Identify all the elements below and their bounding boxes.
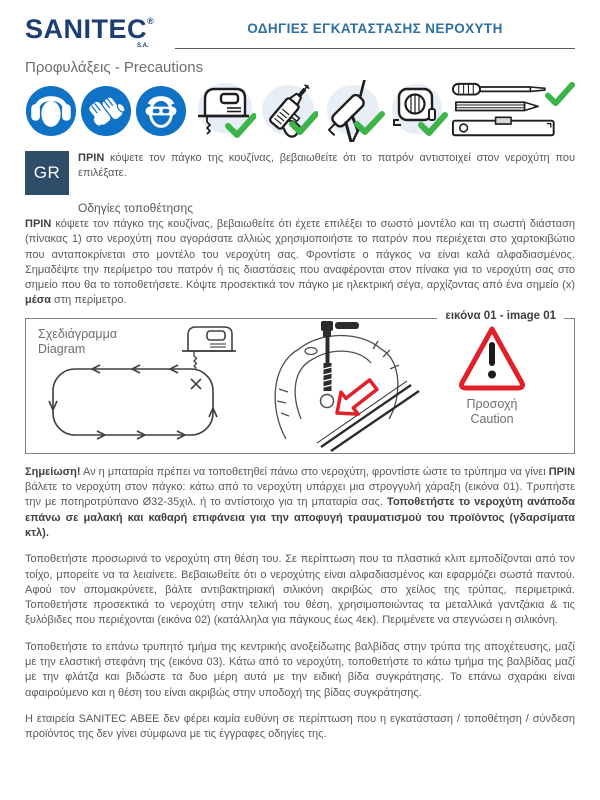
p1-bold-2: μέσα — [25, 294, 51, 307]
paragraph-disclaimer: Η εταιρεία SANITEC ΑΒΕΕ δεν φέρει καμία ευθύνη σε περίπτωση που η εγκατάσταση / τοποθέτηση / σύνδεση προϊόντος της δεν γίνει σύμφωνα με τις έγγραφες οδηγίες της. — [25, 712, 575, 741]
jigsaw-icon — [190, 80, 256, 142]
silicone-gun-icon — [321, 80, 385, 142]
cut-path-diagram — [49, 365, 217, 439]
ear-protection-icon — [25, 85, 77, 137]
paragraph-valve: Τοποθετήστε το επάνω τρυπητό τμήμα της κεντρικής ανοξείδωτης βαλβίδας στην τρύπα της αποχέτευσης, μαζί με την ελαστική στεφάνη της (εικόνα 03). Κάτω από το νεροχύτη, τοποθετήστε το κάτω τμήμα της βαλβίδας μαζί με την φλάτζα και βιδώστε τα δυο μέρη αυτά με την ειδική βίδα συγκράτησης. Το επάνω σχαράκι είναι αφαιρούμενο και η θέση του είναι ακριβώς στην υποδοχή της βίδας συγκράτησης. — [25, 640, 575, 699]
caution-label-en: Caution — [470, 412, 514, 427]
eye-face-protection-icon — [135, 85, 187, 137]
note-bold-3: Τοποθετήστε το νεροχύτη ανάποδα επάνω σε μαλακή και καθαρή επιφάνεια για την αποφυγή τραυματισμού του προϊόντος (γδαρσίματα κτλ). — [25, 496, 575, 539]
diagram-label-gr: Σχεδιάγραμμα — [38, 326, 118, 341]
p1-text: κόψετε τον πάγκο της κουζίνας, βεβαιωθείτε ότι έχετε επιλέξει το σωστό μοντέλο και τη σωστή διάσταση (πίνακας 1) στο νεροχύτη που αγοράσατε αλλιώς χρησιμοποιήστε το πατρόν που περιέχεται στο χαρτοκιβώτιο που ανταποκρίνεται στο μοντέλο του νεροχύτη σας. Φροντίστε ο πάγκος να είναι καλά αλφαδιασμένος. Σημαδέψτε την περίμετρο του πατρόν ή τις διαστάσεις που αναφέρονται στον πίνακα για το νεροχύτη σας στο σημείο που θα το τοποθετήσετε. Κόψτε προσεκτικά τον πάγκο με ηλεκτρική σέγα, αρχίζοντας από ένα σημείο (x) — [25, 218, 575, 292]
electric-drill-icon — [258, 80, 318, 142]
gr-section — [25, 151, 575, 195]
diagram-label — [38, 327, 117, 358]
install-subheading: Οδηγίες τοποθέτησης — [78, 201, 193, 215]
note-bold-1: Σημείωση! — [25, 465, 81, 478]
header — [25, 16, 575, 49]
screwdriver-pencil-spirit-level-icon — [451, 80, 575, 142]
hole-saw-illustration — [275, 321, 419, 451]
caution-label-gr: Προσοχή — [466, 396, 518, 411]
figure-tag: εικόνα 01 - image 01 — [437, 310, 564, 322]
jigsaw-glyph — [182, 327, 236, 369]
note-text-1: Αν η μπαταρία πρέπει να τοποθετηθεί πάνω στο νεροχύτη, φροντίστε ώστε το τρύπημα να γίνει — [80, 465, 549, 478]
note-paragraph — [25, 465, 575, 541]
title-block — [175, 20, 575, 49]
p1-tail: στη περίμετρο. — [50, 294, 127, 307]
p1-bold: ΠΡΙΝ — [25, 218, 52, 230]
paragraph-silicone: Τοποθετήστε προσωρινά το νεροχύτη στη θέση του. Σε περίπτωση που τα πλαστικά κλιπ εμποδίζονται από τον τοίχο, μπορείτε να τα λειαίνετε. Βεβαιωθείτε ότι ο νεροχύτης είναι αλφαδιασμένος και εφαρμόζει σωστά παντού. Αφού τον απομακρύνετε, βάλτε αντιβακτηριακή σιλικόνη ακριβώς στο χείλος της τρύπας, περιμετρικά. Τοποθετήστε προσεκτικά το νεροχύτη στην τελική του θέση, χρησιμοποιώντας τα μεταλλικά γαντζάκια & τις ξυλόβιδες που περιέχονται (εικόνα 02) (κατάλληλα για πάγκους έως 4εκ). Περιμένετε να στεγνώσει η σιλικόνη. — [25, 553, 575, 627]
tape-measure-icon — [388, 80, 448, 142]
precautions-icons-row — [25, 79, 575, 143]
lead-bold: ΠΡΙΝ — [78, 152, 105, 164]
lead-text: κόψετε τον πάγκο της κουζίνας, βεβαιωθείτε ότι το πατρόν αντιστοιχεί στον νεροχύτη που επιλέξατε. — [78, 152, 575, 180]
install-paragraph-1 — [25, 217, 575, 309]
diagram-label-en: Diagram — [38, 342, 86, 357]
registered-mark: ® — [147, 16, 154, 26]
figure-image-01 — [25, 309, 575, 454]
gr-language-badge: GR — [25, 151, 69, 195]
note-bold-2: ΠΡΙΝ — [548, 465, 576, 478]
logo-sa-suffix: S.A. — [137, 43, 149, 49]
precautions-heading: Προφυλάξεις - Precautions — [25, 59, 204, 76]
protective-gloves-icon — [80, 85, 132, 137]
gr-lead-paragraph — [78, 151, 575, 182]
sanitec-logo — [25, 16, 175, 49]
caution-label — [432, 397, 552, 428]
note-text-2: βάλετε το νεροχύτη στον πάγκο: κάτω από το νεροχύτη υπάρχει μια στρογγυλή χάραξη (εικόνα 01). Τρυπήστε την με ποτηροτρύπανο Ø32-35χιλ. ή το αντίστοιχο για τη μπαταρία σας. — [25, 481, 575, 509]
logo-wordmark: SANITEC — [25, 14, 148, 44]
caution-triangle-icon — [462, 329, 523, 388]
page-title: ΟΔΗΓΙΕΣ ΕΓΚΑΤΑΣΤΑΣΗΣ ΝΕΡΟΧΥΤΗ — [247, 21, 503, 36]
